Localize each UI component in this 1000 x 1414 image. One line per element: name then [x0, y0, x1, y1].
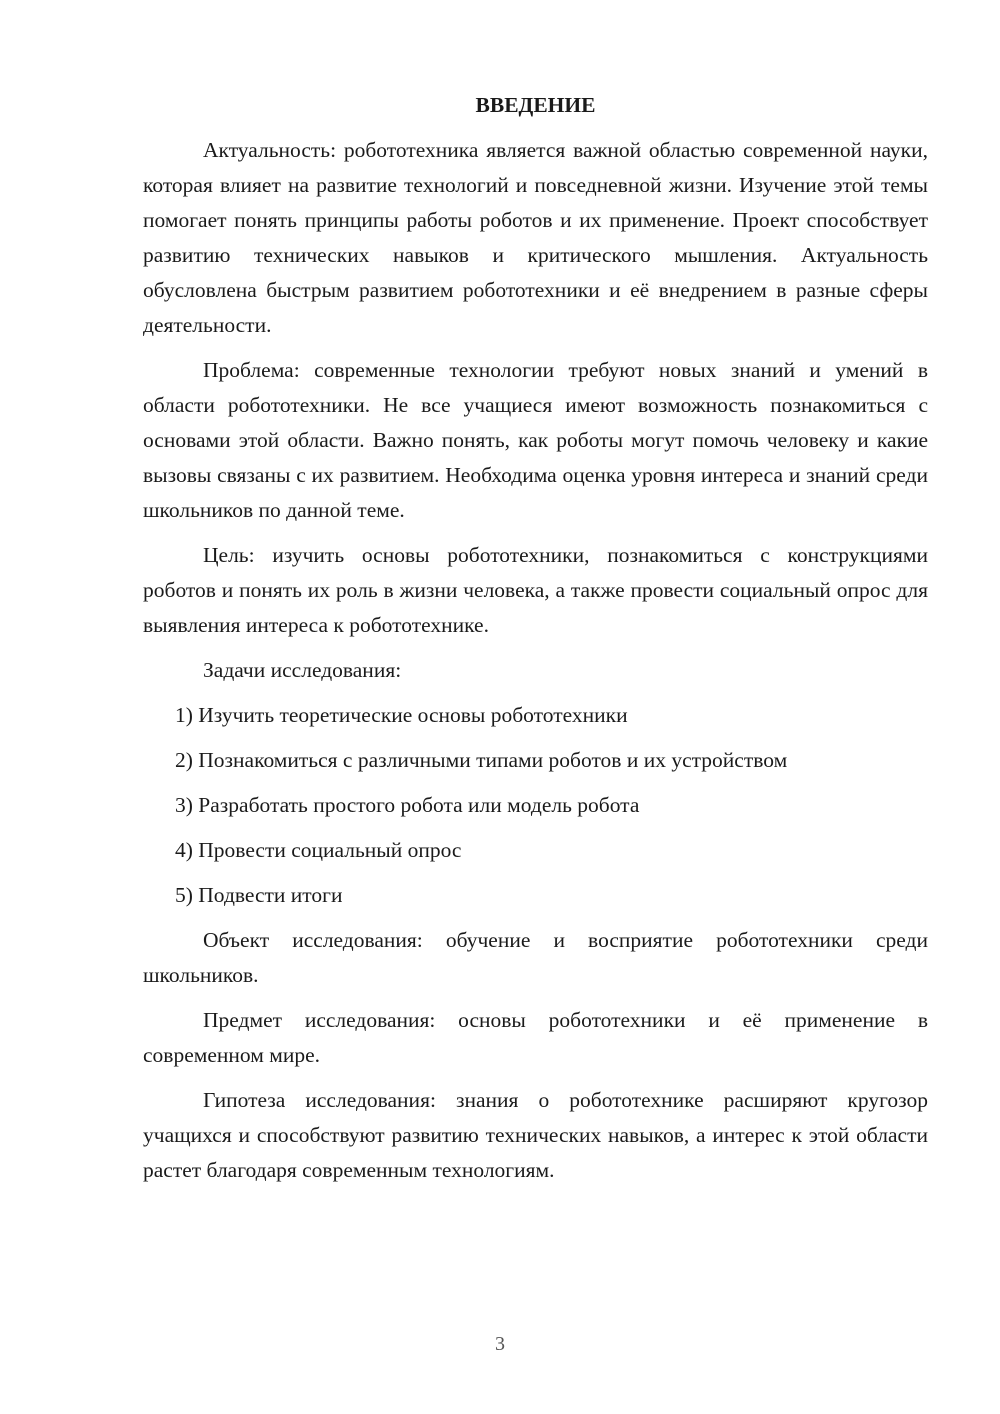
list-item: 3) Разработать простого робота или модель робота — [175, 793, 640, 817]
paragraph-goal: Цель: изучить основы робототехники, познакомиться с конструкциями роботов и понять их роль в жизни человека, а также провести социальный опрос для выявления интереса к робототехнике. — [143, 543, 928, 637]
list-item: 2) Познакомиться с различными типами роботов и их устройством — [175, 748, 788, 772]
paragraph-subject: Предмет исследования: основы робототехники и её применение в современном мире. — [143, 1008, 928, 1067]
paragraph-tasks-heading: Задачи исследования: — [203, 658, 402, 682]
list-item: 5) Подвести итоги — [175, 883, 343, 907]
list-item: 4) Провести социальный опрос — [175, 838, 462, 862]
section-title: ВВЕДЕНИЕ — [475, 93, 596, 117]
document-page — [143, 88, 928, 1198]
paragraph-object: Объект исследования: обучение и восприятие робототехники среди школьников. — [143, 928, 928, 987]
page-number: 3 — [495, 1333, 505, 1355]
tasks-list — [143, 698, 928, 913]
paragraph-relevance: Актуальность: робототехника является важной областью современной науки, которая влияет на развитие технологий и повседневной жизни. Изучение этой темы помогает понять принципы работы роботов и их применение. Проект способствует развитию технических навыков и критического мышления. Актуальность обусловлена быстрым развитием робототехники и её внедрением в разные сферы деятельности. — [143, 138, 928, 337]
paragraph-problem: Проблема: современные технологии требуют новых знаний и умений в области робототехники. Не все учащиеся имеют возможность познакомиться с основами этой области. Важно понять, как роботы могут помочь человеку и какие вызовы связаны с их развитием. Необходима оценка уровня интереса и знаний среди школьников по данной теме. — [143, 358, 928, 522]
paragraph-hypothesis: Гипотеза исследования: знания о робототехнике расширяют кругозор учащихся и способствуют развитию технических навыков, а интерес к этой области растет благодаря современным технологиям. — [143, 1088, 928, 1182]
list-item: 1) Изучить теоретические основы робототехники — [175, 703, 628, 727]
